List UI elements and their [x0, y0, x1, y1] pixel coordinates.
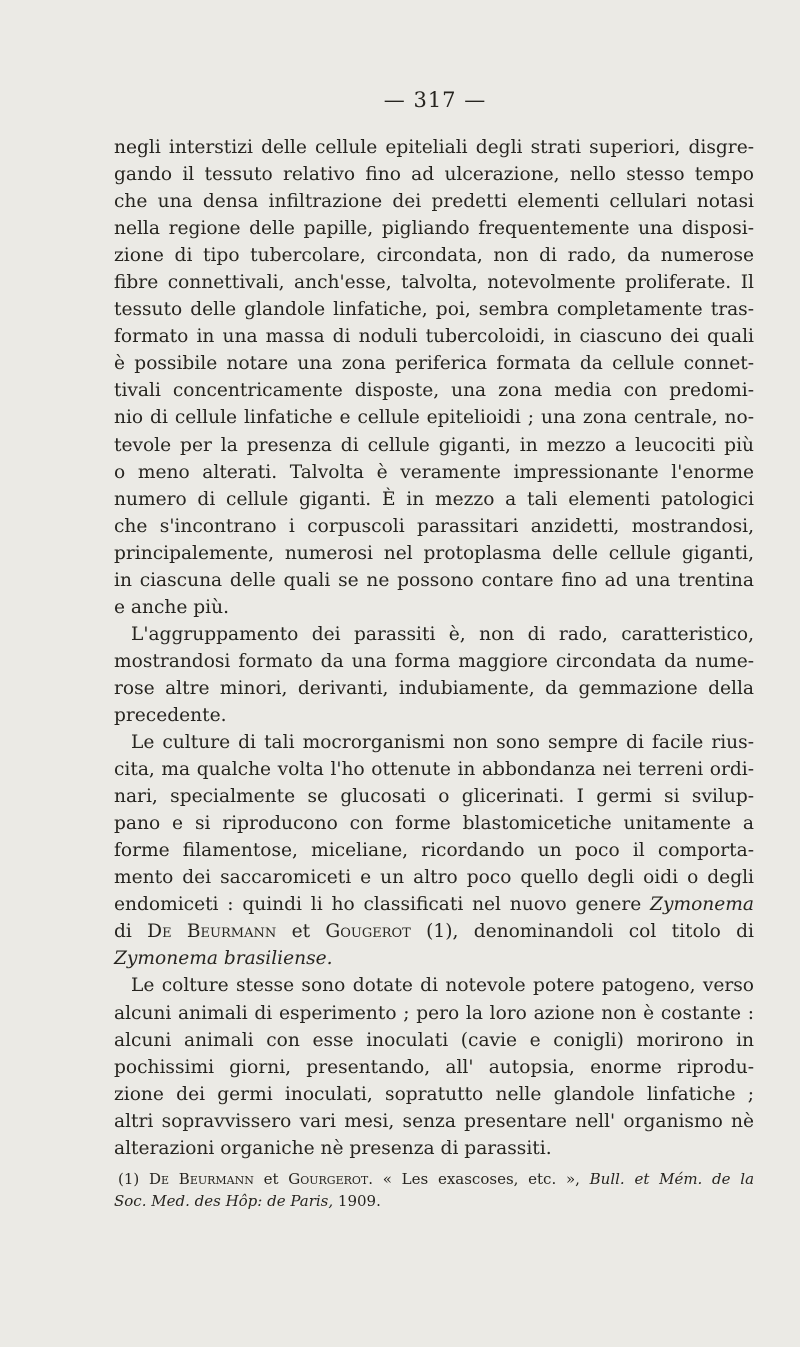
- text-line: tevole per la presenza di cellule giganti, in mezzo a leucociti più: [114, 434, 754, 456]
- text-line: è possibile notare una zona periferica formata da cellule connet-: [114, 353, 754, 375]
- text-line: forme filamentose, miceliane, ricordando un poco il comporta-: [114, 840, 754, 862]
- text-line: Le culture di tali mocrorganismi non sono sempre di facile rius-: [131, 732, 754, 754]
- footnote-line: [114, 1168, 754, 1190]
- text-line: alcuni animali con esse inoculati (cavie e conigli) morirono in: [114, 1029, 754, 1051]
- text-line: gando il tessuto relativo fino ad ulcerazione, nello stesso tempo: [114, 164, 754, 186]
- text-line: [114, 918, 754, 945]
- text-run: di: [114, 921, 148, 943]
- text-line: [114, 891, 754, 918]
- text-line: che s'incontrano i corpuscoli parassitari anzidetti, mostrandosi,: [114, 515, 754, 537]
- genus-name: Zymonema: [650, 894, 754, 916]
- text-run: et: [276, 921, 326, 943]
- footnote-journal: Soc. Med. des Hôp: de Paris,: [114, 1192, 334, 1210]
- text-line: altri sopravvissero vari mesi, senza presentare nell' organismo nè: [114, 1110, 754, 1132]
- text-line: mostrandosi formato da una forma maggiore circondata da nume-: [114, 650, 754, 672]
- text-line: mento dei saccaromiceti e un altro poco quello degli oidi o degli: [114, 867, 754, 889]
- text-line: principalemente, numerosi nel protoplasma delle cellule giganti,: [114, 542, 754, 564]
- text-line: negli interstizi delle cellule epiteliali degli strati superiori, disgre-: [114, 137, 754, 158]
- text-line: tessuto delle glandole linfatiche, poi, sembra completamente tras-: [114, 299, 754, 321]
- footnote-text: et: [253, 1170, 289, 1188]
- text-line: che una densa infiltrazione dei predetti elementi cellulari notasi: [114, 191, 754, 213]
- text-line: tivali concentricamente disposte, una zona media con predomi-: [114, 380, 754, 402]
- text-line: formato in una massa di noduli tubercoloidi, in ciascuno dei quali: [114, 326, 754, 348]
- page-number: — 317 —: [383, 88, 487, 112]
- body-text: [114, 134, 754, 1162]
- text-line: rose altre minori, derivanti, indubiamente, da gemmazione della: [114, 677, 754, 699]
- text-run: (1), denominandoli col titolo di: [410, 921, 755, 943]
- text-line: zione dei germi inoculati, sopratutto nelle glandole linfatiche ;: [114, 1083, 754, 1105]
- footnote-author: Gourgerot: [288, 1170, 369, 1188]
- text-line: zione di tipo tubercolare, circondata, non di rado, da numerose: [114, 245, 754, 267]
- text-line: precedente.: [114, 704, 227, 726]
- text-line: pochissimi giorni, presentando, all' autopsia, enorme riprodu-: [114, 1056, 754, 1078]
- text-line: Le colture stesse sono dotate di notevole potere patogeno, verso: [131, 975, 754, 997]
- text-line: in ciascuna delle quali se ne possono contare fino ad una trentina: [114, 569, 754, 591]
- footnote-author: De Beurmann: [149, 1170, 254, 1188]
- text-line: cita, ma qualche volta l'ho ottenute in abbondanza nei terreni ordi-: [114, 759, 754, 781]
- text-line: L'aggruppamento dei parassiti è, non di rado, caratteristico,: [131, 623, 754, 645]
- text-line: numero di cellule giganti. È in mezzo a tali elementi patologici: [114, 488, 754, 510]
- text-line: alcuni animali di esperimento ; pero la loro azione non è costante :: [114, 1002, 754, 1024]
- footnote-line: [114, 1190, 754, 1212]
- footnote: [114, 1168, 754, 1212]
- author-name: Gougerot: [325, 921, 411, 943]
- text-line: pano e si riproducono con forme blastomicetiche unitamente a: [114, 813, 754, 835]
- text-line: nari, specialmente se glucosati o glicerinati. I germi si svilup-: [114, 786, 754, 808]
- species-name: Zymonema brasiliense.: [114, 948, 333, 970]
- text-run: endomiceti : quindi li ho classificati nel nuovo genere: [114, 894, 651, 916]
- footnote-marker: (1): [118, 1170, 149, 1188]
- text-line: nella regione delle papille, pigliando frequentemente una disposi-: [114, 218, 754, 240]
- text-line: alterazioni organiche nè presenza di parassiti.: [114, 1137, 552, 1159]
- footnote-title: . « Les exascoses, etc. »,: [368, 1170, 590, 1188]
- text-line: fibre connettivali, anch'esse, talvolta, notevolmente proliferate. Il: [114, 272, 754, 294]
- footnote-journal: Bull. et Mém. de la: [589, 1170, 755, 1188]
- author-name: De Beurmann: [147, 921, 277, 943]
- text-line: o meno alterati. Talvolta è veramente impressionante l'enorme: [114, 461, 754, 483]
- text-line: e anche più.: [114, 596, 230, 618]
- footnote-year: 1909.: [333, 1192, 381, 1210]
- text-line: nio di cellule linfatiche e cellule epitelioidi ; una zona centrale, no-: [114, 407, 754, 429]
